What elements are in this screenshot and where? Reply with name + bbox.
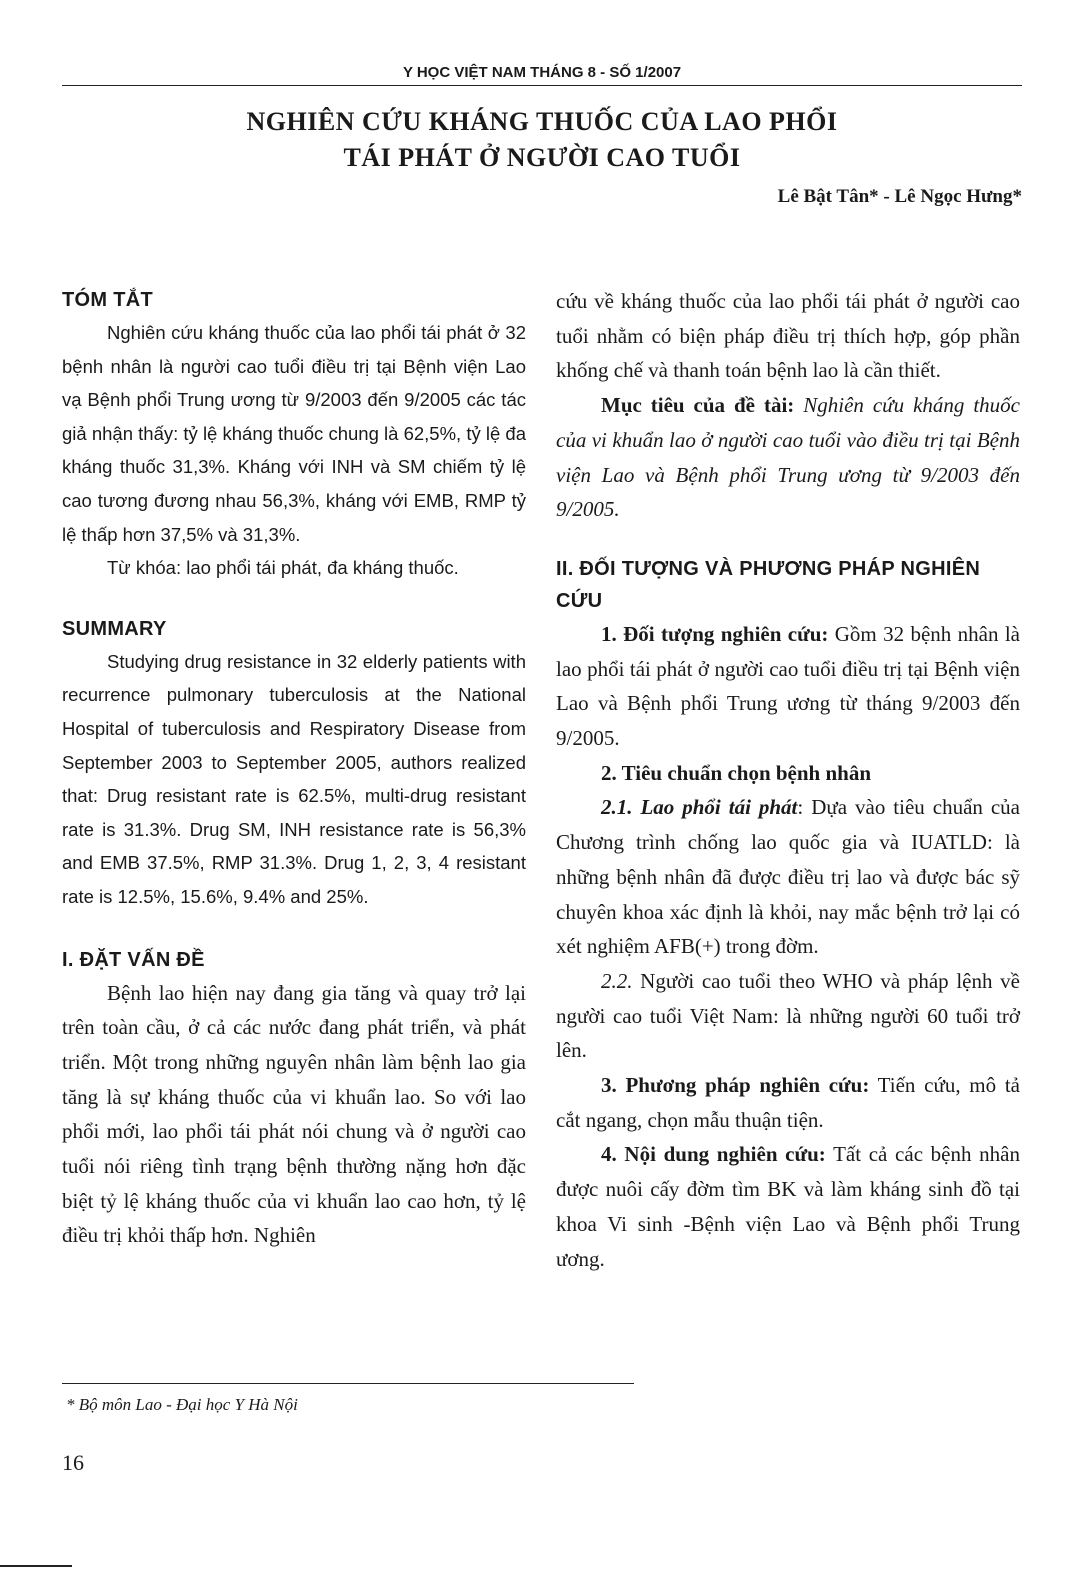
elderly-label: 2.2. [601,968,633,993]
relapse-label: 2.1. Lao phổi tái phát [601,795,798,820]
header-rule [62,85,1022,86]
subjects-label: 1. Đối tượng nghiên cứu: [601,621,829,646]
left-column [62,284,526,1253]
objective-text: Nghiên cứu kháng thuốc của vi khuẩn lao ở người cao tuổi vào điều trị tại Bệnh viện Lao và Bệnh phổi Trung ương từ 9/2003 đến 9/2005. [556,393,1020,522]
authors: Lê Bật Tân* - Lê Ngọc Hưng* [777,186,1022,207]
relapse-text: : Dựa vào tiêu chuẩn của Chương trình chống lao quốc gia và IUATLD: là những bệnh nhân đã được điều trị lao và được bác sỹ chuyên khoa xác định là khỏi, nay mắc bệnh trở lại có xét nghiệm AFB(+) trong đờm. [556,795,1021,959]
journal-header: Y HỌC VIỆT NAM THÁNG 8 - SỐ 1/2007 [402,64,682,81]
criteria-heading [556,756,1020,791]
title-line-1: NGHIÊN CỨU KHÁNG THUỐC CỦA LAO PHỔI [246,107,838,136]
content-text: Tất cả các bệnh nhân được nuôi cấy đờm tìm BK và làm kháng sinh đồ tại khoa Vi sinh -Bệnh viện Lao và Bệnh phổi Trung ương. [556,1142,1020,1271]
abstract-heading: TÓM TẮT [62,289,153,311]
subjects-paragraph [556,617,1020,756]
section2-heading: II. ĐỐI TƯỢNG VÀ PHƯƠNG PHÁP NGHIÊN CỨU [556,557,981,612]
footnote: * Bộ môn Lao - Đại học Y Hà Nội [66,1395,298,1414]
objective-label: Mục tiêu của đề tài: [601,393,795,418]
summary-heading: SUMMARY [62,617,167,640]
section1-text: Bệnh lao hiện nay đang gia tăng và quay trở lại trên toàn cầu, ở cả các nước đang phát triển, và phát triển. Một trong những nguyên nhân làm bệnh lao gia tăng là sự kháng thuốc của vi khuẩn lao. So với lao phổi mới, lao phổi tái phát nói chung và ở người cao tuổi nói riêng tình trạng bệnh thường nặng hơn đặc biệt tỷ lệ kháng thuốc của vi khuẩn lao cao hơn, tỷ lệ điều trị khỏi thấp hơn. Nghiên [62,980,526,1248]
section1-continued: cứu về kháng thuốc của lao phổi tái phát ở người cao tuổi nhằm có biện pháp điều trị thích hợp, góp phần khống chế và thanh toán bệnh lao là cần thiết. [556,289,1020,383]
method-paragraph [556,1068,1020,1137]
abstract-text: Nghiên cứu kháng thuốc của lao phổi tái phát ở 32 bệnh nhân là người cao tuổi điều trị tại Bệnh viện Lao vạ Bệnh phổi Trung ương từ 9/2003 đến 9/2005 các tác giả nhận thấy: tỷ lệ kháng thuốc chung là 62,5%, tỷ lệ đa kháng thuốc 31,3%. Kháng với INH và SM chiếm tỷ lệ cao tương đương nhau 56,3%, kháng với EMB, RMP tỷ lệ thấp hơn 37,5% và 31,3%. [62,322,526,545]
content-paragraph [556,1137,1020,1276]
method-text: Tiến cứu, mô tả cắt ngang, chọn mẫu thuận tiện. [556,1073,1020,1132]
article-title [62,104,1022,176]
elderly-text: Người cao tuổi theo WHO và pháp lệnh về người cao tuổi Việt Nam: là những người 60 tuổi trở lên. [556,968,1020,1063]
content-label: 4. Nội dung nghiên cứu: [601,1142,826,1167]
subjects-text: Gồm 32 bệnh nhân là lao phổi tái phát ở người cao tuổi điều trị tại Bệnh viện Lao và Bệnh phổi Trung ương từ tháng 9/2003 đến 9/2005. [556,621,1020,751]
summary-text: Studying drug resistance in 32 elderly patients with recurrence pulmonary tuberculosis at the National Hospital of tuberculosis and Respiratory Disease from September 2003 to September 2005, authors realized that: Drug resistant rate is 62.5%, multi-drug resistant rate is 31.3%. Drug SM, INH resistance rate is 56,3% and EMB 37.5%, RMP 31.3%. Drug 1, 2, 3, 4 resistant rate is 12.5%, 15.6%, 9.4% and 25%. [62,650,526,907]
page-number: 16 [62,1450,84,1475]
objective-paragraph [556,388,1020,527]
keywords: Từ khóa: lao phổi tái phát, đa kháng thuốc. [107,557,459,579]
method-label: 3. Phương pháp nghiên cứu: [601,1073,870,1098]
title-line-2: TÁI PHÁT Ở NGƯỜI CAO TUỔI [343,143,741,172]
elderly-paragraph [556,964,1020,1068]
criteria-label: 2. Tiêu chuẩn chọn bệnh nhân [601,760,872,785]
right-column [556,284,1020,1276]
footnote-rule [62,1383,634,1384]
bottom-mark [0,1565,72,1567]
section1-heading: I. ĐẶT VẤN ĐỀ [62,948,205,971]
relapse-paragraph [556,790,1020,964]
